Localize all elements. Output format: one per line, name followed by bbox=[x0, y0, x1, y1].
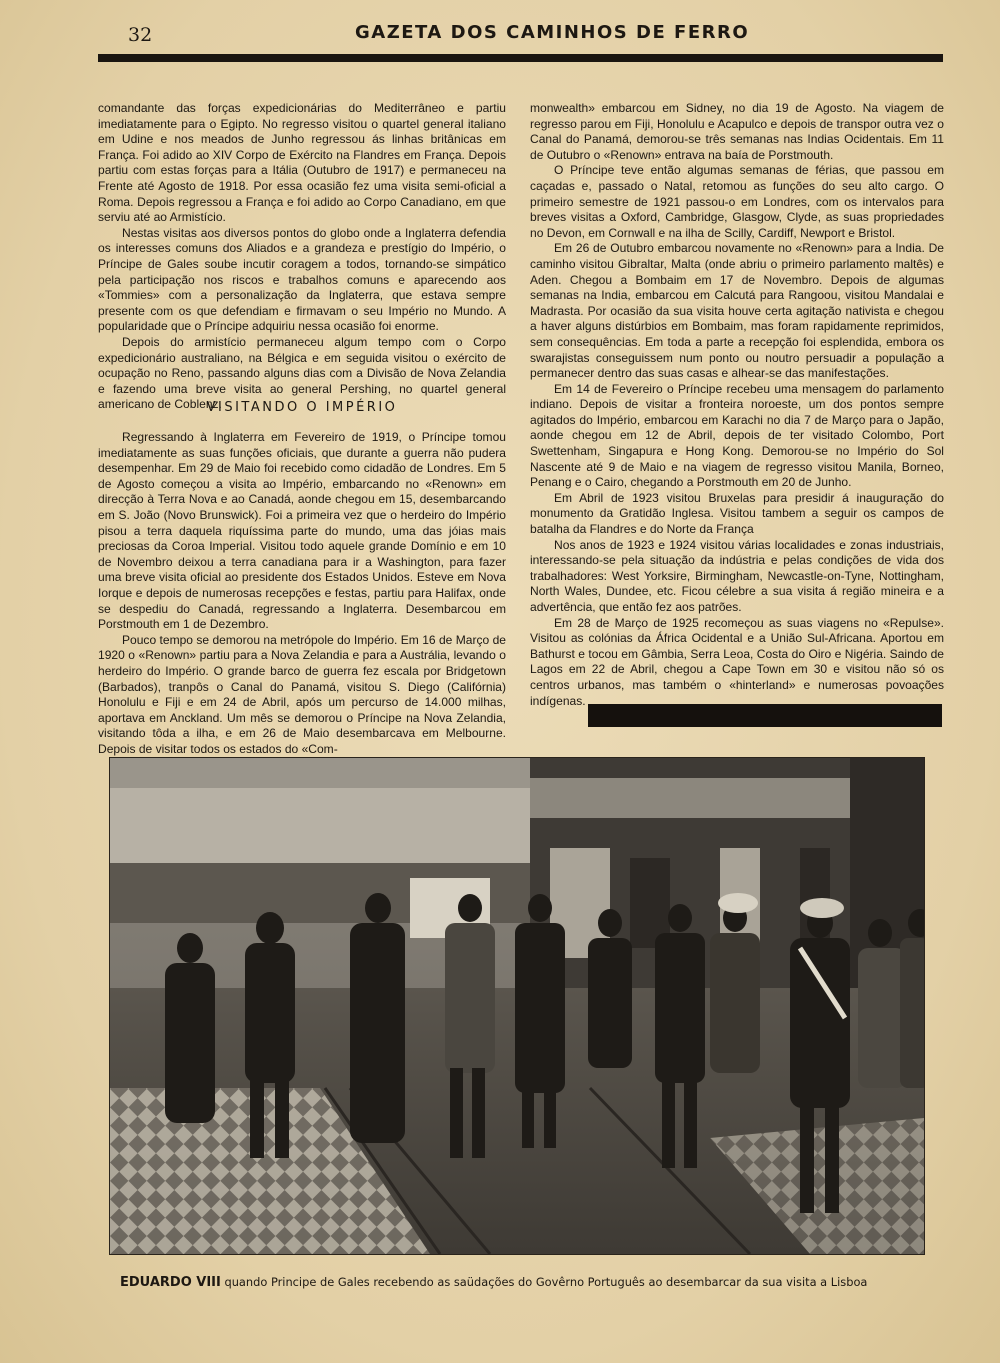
caption-text: quando Principe de Gales recebendo as saüdações do Govêrno Português ao desembarcar da sua visita a Lisboa bbox=[224, 1275, 868, 1289]
paragraph: Em Abril de 1923 visitou Bruxelas para presidir á inauguração do monumento da Gratidão Inglesa. Visitou tambem a seguir os campos de batalha da Flandres e do Norte da França bbox=[530, 490, 944, 537]
paragraph: Depois do armistício permaneceu algum tempo com o Corpo expedicionário australiano, na Bélgica e em seguida visitou o exército de ocupação no Reno, passando alguns dias com a Divisão de Nova Zelandia e fazendo uma breve visita ao general Pershing, no quartel general americano de Coblenz. bbox=[98, 334, 506, 412]
left-column-top bbox=[98, 101, 506, 413]
decorative-black-bar bbox=[588, 704, 942, 727]
paragraph: Em 28 de Março de 1925 recomeçou as suas viagens no «Repulse». Visitou as colónias da África Ocidental e a União Sul-Africana. Aportou em Bathurst e tocou em Gâmbia, Serra Leoa, Costa do Oiro e Nigéria. Saindo de Lagos em 22 de Abril, chegou a Cape Town em 30 e visitou não só os centros urbanos, mas também o «hinterland» e numerosas povoações indígenas. bbox=[530, 615, 944, 708]
paragraph: Nestas visitas aos diversos pontos do globo onde a Inglaterra defendia os interesses comuns dos Aliados e a grandeza e prestígio do Império, o Príncipe de Gales soube incutir coragem a todos, tornando-se simpático pela participação nos riscos e trabalhos comuns e aparecendo aos «Tommies» com a personalização da Inglaterra, que estava sempre presente com os que defendiam e firmavam o seu Império no Mundo. A popularidade que o Príncipe adquiriu nessa ocasião foi enorme. bbox=[98, 225, 506, 334]
masthead-title: GAZETA DOS CAMINHOS DE FERRO bbox=[355, 22, 750, 43]
paragraph: O Príncipe teve então algumas semanas de férias, que passou em caçadas e, passado o Natal, retomou as funções do seu alto cargo. O primeiro semestre de 1921 passou-o em Londres, com os intervalos para breves visitas a Oxford, Cambridge, Glasgow, Clyde, as suas propriedades no Devon, em Cornwall e na ilha de Scilly, Cardiff, Newport e Bristol. bbox=[530, 163, 944, 240]
paragraph: Em 14 de Fevereiro o Príncipe recebeu uma mensagem do parlamento indiano. Depois de visitar a fronteira noroeste, um dos pontos sempre agitados do Império, embarcou em Karachi no dia 7 de Março para o Japão, aonde chegou em 12 de Abril, depois de ter visitado Colombo, Port Swettenham, Singapura e Hong Kong. Demorou-se no Império do Sol Nascente até 9 de Maio e na viagem de regresso visitou Manila, Borneo, Penang e o Cairo, chegando a Porstmouth em 20 de Junho. bbox=[530, 381, 944, 490]
photo-caption bbox=[120, 1275, 920, 1290]
historical-photograph bbox=[109, 757, 925, 1255]
paragraph: Pouco tempo se demorou na metrópole do Império. Em 16 de Março de 1920 o «Renown» partiu para a Nova Zelandia e para a Austrália, levando o herdeiro do Império. O grande barco de guerra fez escala por Bridgetown (Barbados), tranpôs o Canal do Panamá, visitou S. Diego (Califórnia) Honolulu e Fiji e em 24 de Abril, após um percurso de 14.000 milhas, aportava em Anckland. Um mês se demorou o Príncipe na Nova Zelandia, visitando tôda a ilha, e em 26 de Maio desembarcava em Melbourne. Depois de visitar todos os estados do «Com- bbox=[98, 632, 506, 756]
right-column bbox=[530, 101, 944, 709]
section-heading: VISITANDO O IMPÉRIO bbox=[206, 400, 398, 415]
page-number: 32 bbox=[128, 24, 153, 46]
caption-name: EDUARDO VIII bbox=[120, 1275, 221, 1290]
paragraph: Regressando à Inglaterra em Fevereiro de 1919, o Príncipe tomou imediatamente as suas funções oficiais, que durante a guerra não pudera desempenhar. Em 29 de Maio foi recebido como cidadão de Londres. Em 5 de Agosto começou a visita ao Império, embarcando no «Renown» em direcção à Terra Nova e ao Canadá, aonde chegou em 15, desembarcando em S. João (Novo Brunswick). Foi a primeira vez que o herdeiro do Império pisou a terra daquela riquíssima parte do mundo, uma das jóias mais preciosas da Coroa Imperial. Visitou todo aquele grande Domínio e em 10 de Novembro deixou a terra canadiana para ir a Washington, para fazer uma breve visita oficial ao presidente dos Estados Unidos. Esteve em Nova Iorque e depois de numerosas recepções e festas, partiu para Halifax, onde se despediu do Canadá, regressando a Inglaterra. Desembarcou em Porstmouth em 1 de Dezembro. bbox=[98, 430, 506, 632]
left-column-bottom bbox=[98, 430, 506, 757]
paragraph: Nos anos de 1923 e 1924 visitou várias localidades e zonas industriais, interessando-se pela situação da indústria e pelas condições de vida dos trabalhadores: West Yorksire, Birmingham, Newcastle-on-Tyne, Nottingham, North Wales, Dundee, etc. Ficou célebre a sua visita á região mineira e a advertência, que então fez aos patrões. bbox=[530, 537, 944, 614]
header-rule bbox=[98, 54, 943, 62]
paragraph: comandante das forças expedicionárias do Mediterrâneo e partiu imediatamente para o Egipto. No regresso visitou o quartel general italiano em Udine e nos meados de Junho regressou ás linhas britânicas em França. Foi adido ao XIV Corpo de Exército na Flandres em França. Depois partiu com estas forças para a Itália (Outubro de 1917) e permaneceu na Frente até Agosto de 1918. Por essa ocasião fez uma visita semi-oficial a Roma. Depois regressou a França e foi adido ao Corpo Canadiano, em que serviu até ao Armistício. bbox=[98, 101, 506, 225]
paragraph: monwealth» embarcou em Sidney, no dia 19 de Agosto. Na viagem de regresso parou em Fiji, Honolulu e Acapulco e depois de transpor outra vez o Canal do Panamá, demorou-se três semanas nas Indias Ocidentais. Em 11 de Outubro o «Renown» entrava na baía de Porstmouth. bbox=[530, 101, 944, 162]
paragraph: Em 26 de Outubro embarcou novamente no «Renown» para a India. De caminho visitou Gibraltar, Malta (onde abriu o primeiro parlamento maltês) e Aden. Chegou a Bombaim em 17 de Novembro. Depois de algumas semanas na India, embarcou em Calcutá para Rangoou, visitou Mandalai e Madrasta. Por ocasião da sua visita houve certa agitação nativista e chegou a haver alguns distúrbios em Bombaim, mas foram rapidamente reprimidos, sem consequências. Em toda a parte a recepção foi esplendida, embora os swarajistas conseguissem num ponto ou noutro persuadir a população a permanecer dentro das suas casas e alhear-se das manifestações. bbox=[530, 241, 944, 381]
